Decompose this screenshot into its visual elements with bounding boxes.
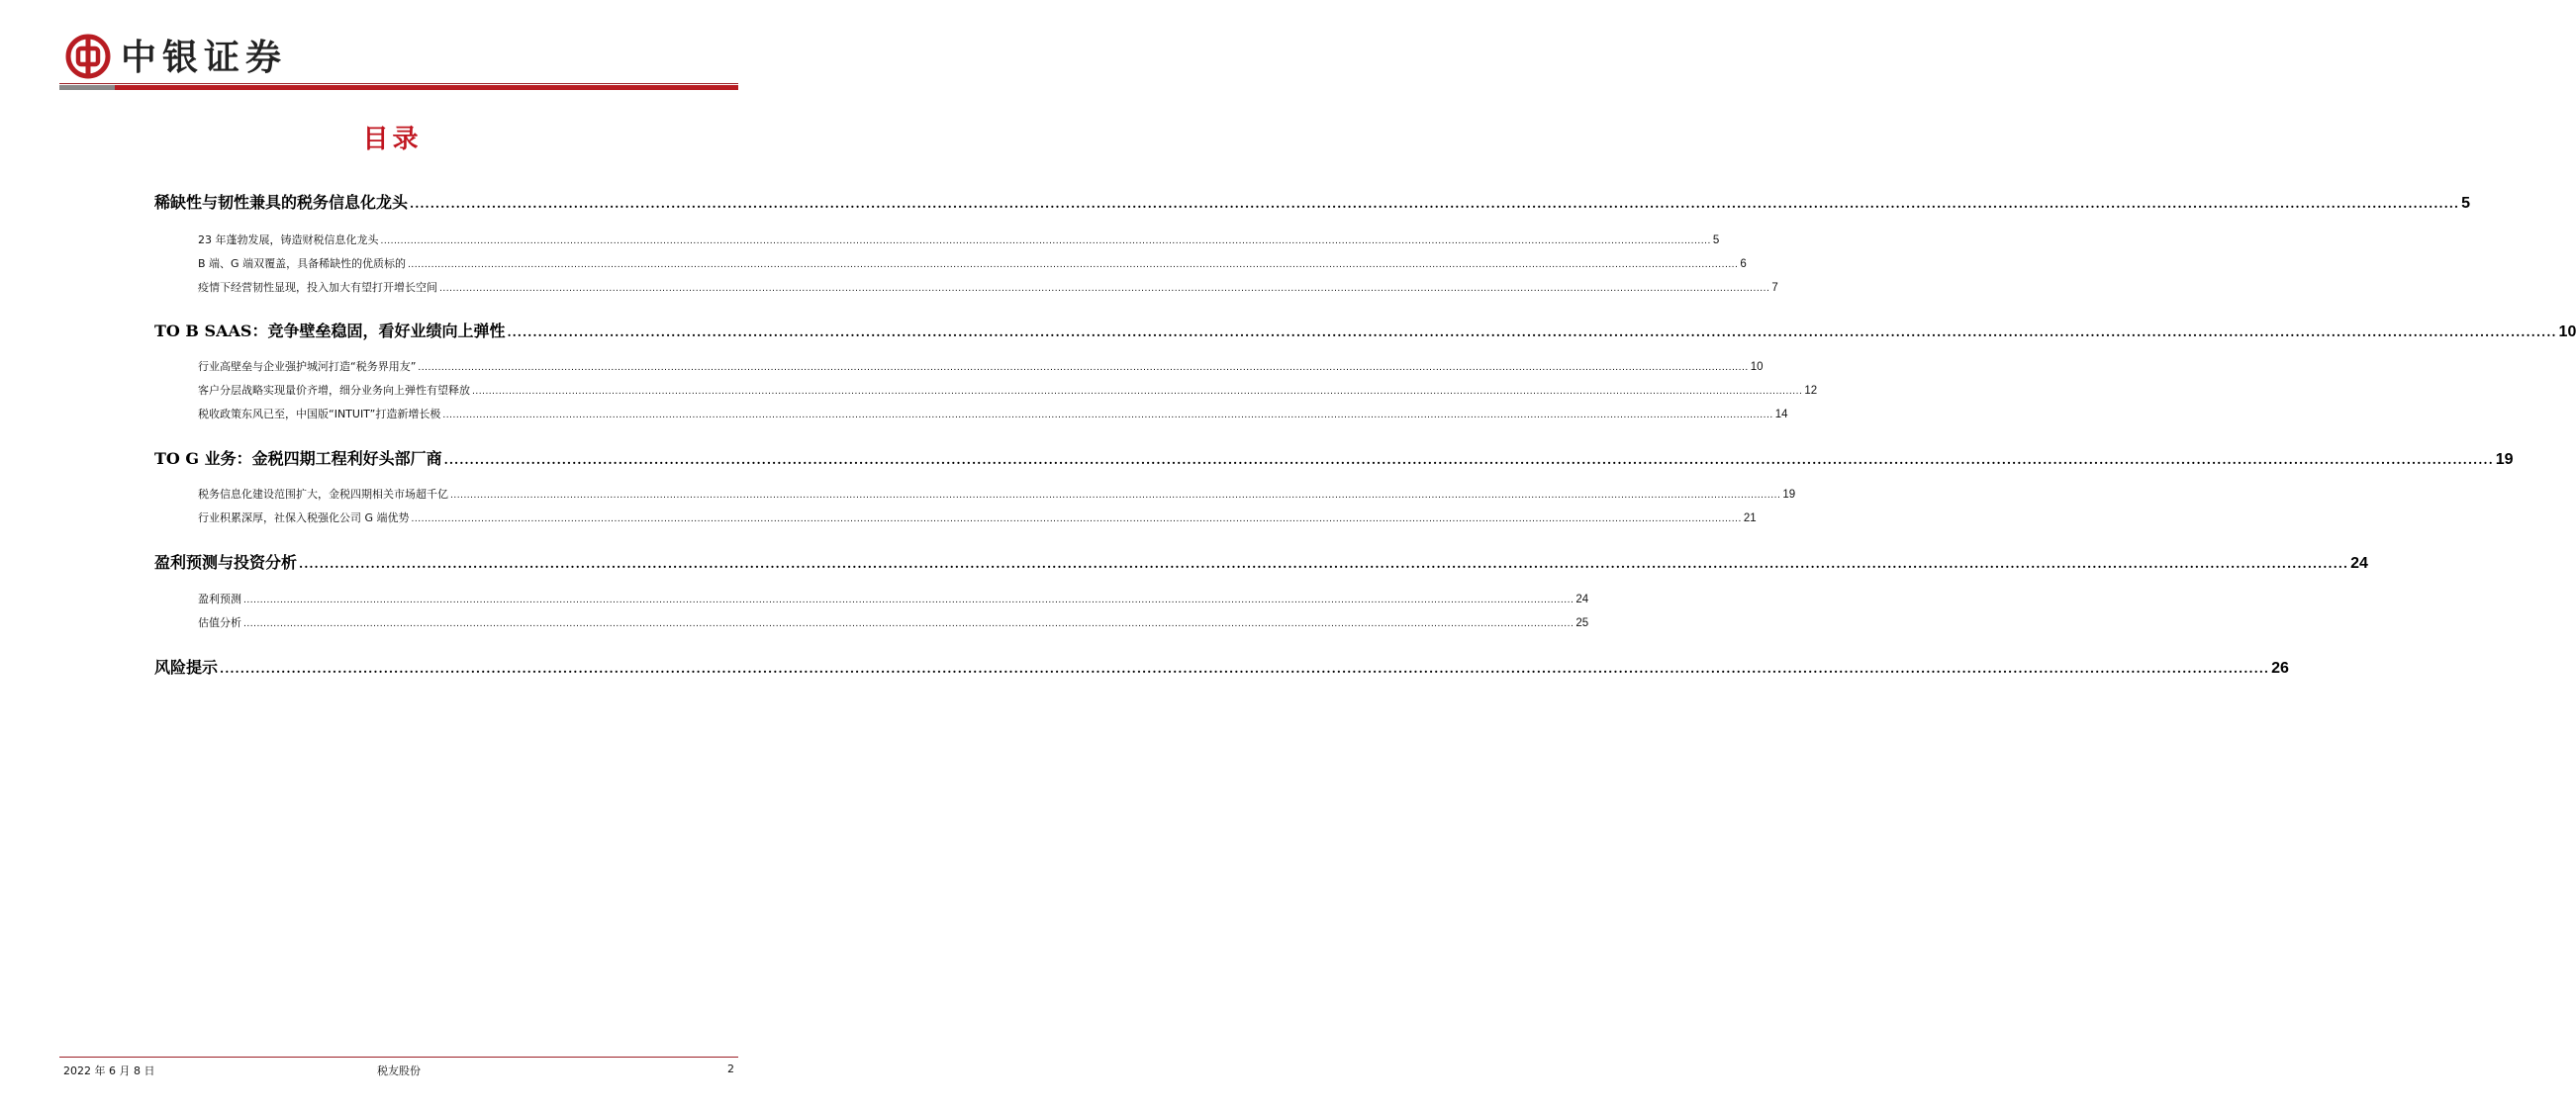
toc-subsection-label: 税务信息化建设范围扩大，金税四期相关市场超千亿 bbox=[198, 488, 448, 501]
toc-leader-dots: ................................................................................................................................................................................................................................................................................................................................................................................................................ bbox=[411, 514, 1742, 524]
toc-subsection-entry[interactable] bbox=[198, 591, 1589, 608]
toc-section-entry[interactable] bbox=[154, 550, 2368, 574]
toc-subsection-label: 23 年蓬勃发展，铸造财税信息化龙头 bbox=[198, 233, 379, 246]
footer-rule bbox=[59, 1057, 738, 1058]
toc-section-label: 稀缺性与韧性兼具的税务信息化龙头 bbox=[154, 193, 409, 212]
footer-page-number: 2 bbox=[727, 1063, 734, 1075]
toc-subsection-label: 行业积累深厚，社保入税强化公司 G 端优势 bbox=[198, 511, 410, 524]
toc-subsection-label: 盈利预测 bbox=[198, 593, 241, 605]
toc-subsection-page: 7 bbox=[1771, 282, 1778, 294]
toc-subsection-page: 12 bbox=[1804, 385, 1818, 397]
toc-subsection-label: B 端、G 端双覆盖，具备稀缺性的优质标的 bbox=[198, 257, 407, 270]
toc-leader-dots: ................................................................................................................................................................................................................................................................................................................................................................................................................ bbox=[442, 411, 1773, 420]
bank-of-china-logo-icon bbox=[65, 34, 111, 79]
toc-subsection-entry[interactable] bbox=[198, 509, 1757, 527]
toc-section-page: 5 bbox=[2461, 195, 2471, 212]
toc-subsection-label: 疫情下经营韧性显现，投入加大有望打开增长空间 bbox=[198, 281, 437, 294]
toc-subsection-page: 19 bbox=[1782, 489, 1796, 501]
toc-leader-dots: ................................................................................................................................................................................................................................................................................................................................................................................................................ bbox=[243, 619, 1574, 629]
toc-leader-dots: ................................................................................................................................................................................................................................................................................................................................................................................................................ bbox=[408, 260, 1739, 270]
toc-leader-dots: ................................................................................................................................................................................................................................................................................................................................................................................................................ bbox=[507, 325, 2557, 339]
toc-leader-dots: ................................................................................................................................................................................................................................................................................................................................................................................................................ bbox=[418, 363, 1749, 373]
toc-leader-dots: ................................................................................................................................................................................................................................................................................................................................................................................................................ bbox=[439, 284, 1770, 294]
toc-subsection-page: 21 bbox=[1743, 512, 1757, 524]
toc-subsection-entry[interactable] bbox=[198, 614, 1589, 632]
toc-section-entry[interactable] bbox=[154, 446, 2514, 470]
toc-section-entry[interactable] bbox=[154, 190, 2471, 214]
logo-text: 中银证券 bbox=[121, 37, 288, 78]
toc-title: 目录 bbox=[362, 125, 423, 154]
toc-section-entry[interactable] bbox=[154, 319, 2576, 342]
toc-section-label: TO G 业务：金税四期工程利好头部厂商 bbox=[154, 449, 442, 468]
toc-subsection-label: 税收政策东风已至，中国版“INTUIT”打造新增长极 bbox=[198, 408, 441, 420]
toc-leader-dots: ................................................................................................................................................................................................................................................................................................................................................................................................................ bbox=[243, 596, 1574, 605]
header-rule-gray bbox=[59, 85, 115, 90]
header-rule-thin bbox=[59, 83, 738, 84]
toc-leader-dots: ................................................................................................................................................................................................................................................................................................................................................................................................................ bbox=[220, 662, 2270, 676]
toc-section-label: 盈利预测与投资分析 bbox=[154, 553, 298, 572]
toc-subsection-page: 10 bbox=[1750, 361, 1764, 373]
toc-leader-dots: ................................................................................................................................................................................................................................................................................................................................................................................................................ bbox=[380, 236, 1711, 246]
page-header bbox=[59, 30, 738, 91]
toc-subsection-entry[interactable] bbox=[198, 279, 1778, 297]
toc-subsection-entry[interactable] bbox=[198, 255, 1747, 273]
toc-subsection-entry[interactable] bbox=[198, 382, 1818, 400]
toc-section-page: 19 bbox=[2495, 451, 2514, 468]
toc-section-label: TO B SAAS：竞争壁垒稳固，看好业绩向上弹性 bbox=[154, 322, 506, 340]
toc-leader-dots: ................................................................................................................................................................................................................................................................................................................................................................................................................ bbox=[450, 491, 1781, 501]
header-rule-thick bbox=[115, 85, 738, 90]
toc-subsection-entry[interactable] bbox=[198, 486, 1796, 504]
toc-subsection-label: 行业高壁垒与企业强护城河打造“税务界用友” bbox=[198, 360, 417, 373]
toc-leader-dots: ................................................................................................................................................................................................................................................................................................................................................................................................................ bbox=[443, 453, 2494, 467]
footer-date: 2022 年 6 月 8 日 bbox=[63, 1064, 155, 1077]
toc-section-page: 26 bbox=[2271, 660, 2289, 677]
page-footer bbox=[59, 1063, 738, 1080]
toc-section-entry[interactable] bbox=[154, 655, 2289, 679]
toc-subsection-label: 估值分析 bbox=[198, 616, 241, 629]
toc-leader-dots: ................................................................................................................................................................................................................................................................................................................................................................................................................ bbox=[299, 557, 2349, 571]
footer-company: 税友股份 bbox=[377, 1064, 421, 1077]
toc-subsection-entry[interactable] bbox=[198, 358, 1764, 376]
toc-section-page: 10 bbox=[2558, 324, 2576, 340]
toc-section-label: 风险提示 bbox=[154, 658, 219, 677]
toc-subsection-entry[interactable] bbox=[198, 406, 1788, 423]
toc-section-page: 24 bbox=[2350, 555, 2368, 572]
toc-subsection-page: 25 bbox=[1575, 617, 1589, 629]
toc-leader-dots: ................................................................................................................................................................................................................................................................................................................................................................................................................ bbox=[410, 197, 2460, 211]
toc-subsection-page: 24 bbox=[1575, 594, 1589, 605]
toc-subsection-page: 6 bbox=[1740, 258, 1747, 270]
toc-subsection-entry[interactable] bbox=[198, 231, 1720, 249]
toc-subsection-page: 14 bbox=[1774, 409, 1788, 420]
toc-subsection-label: 客户分层战略实现量价齐增，细分业务向上弹性有望释放 bbox=[198, 384, 470, 397]
toc-subsection-page: 5 bbox=[1712, 234, 1720, 246]
toc-leader-dots: ................................................................................................................................................................................................................................................................................................................................................................................................................ bbox=[472, 387, 1803, 397]
